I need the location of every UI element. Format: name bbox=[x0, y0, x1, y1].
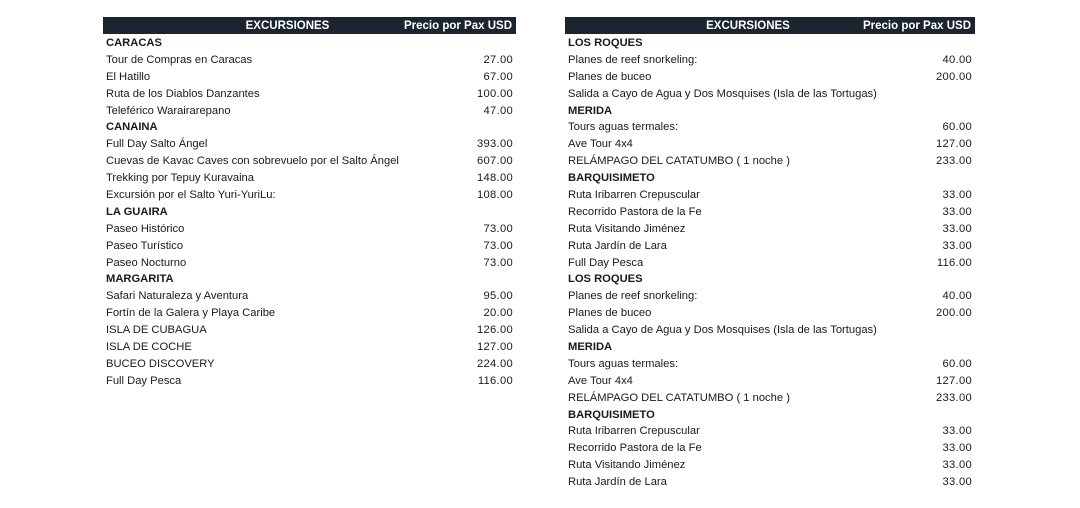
excursion-name: BUCEO DISCOVERY bbox=[106, 357, 215, 370]
excursion-price: 127.00 bbox=[935, 138, 972, 151]
section-heading-row bbox=[565, 170, 975, 187]
section-heading-row bbox=[103, 204, 516, 221]
excursion-name: Cuevas de Kavac Caves con sobrevuelo por el Salto Ángel bbox=[106, 155, 399, 168]
excursion-name: Planes de reef snorkeling: bbox=[568, 53, 698, 66]
section-title: LOS ROQUES bbox=[568, 273, 643, 286]
excursion-name: ISLA DE CUBAGUA bbox=[106, 324, 207, 337]
excursion-price: 108.00 bbox=[476, 189, 513, 202]
excursion-price: 40.00 bbox=[942, 290, 972, 303]
table-row bbox=[565, 255, 975, 272]
excursion-price: 393.00 bbox=[476, 138, 513, 151]
section-title: LA GUAIRA bbox=[106, 205, 168, 218]
excursion-price: 116.00 bbox=[936, 256, 972, 269]
column-header-excursions: EXCURSIONES bbox=[245, 19, 330, 32]
table-body bbox=[565, 35, 975, 491]
excursion-name: RELÁMPAGO DEL CATATUMBO ( 1 noche ) bbox=[568, 155, 790, 168]
excursion-name: Ruta Iribarren Crepuscular bbox=[568, 425, 700, 438]
excursion-price: 73.00 bbox=[483, 256, 513, 269]
excursion-price: 127.00 bbox=[476, 341, 513, 354]
section-title: MERIDA bbox=[568, 341, 613, 354]
table-row bbox=[565, 69, 975, 86]
section-heading-row bbox=[565, 103, 975, 120]
table-row bbox=[103, 187, 516, 204]
table-row bbox=[103, 153, 516, 170]
table-row bbox=[565, 86, 975, 103]
table-row bbox=[565, 474, 975, 491]
table-row bbox=[103, 322, 516, 339]
table-row bbox=[103, 103, 516, 120]
table-row bbox=[565, 153, 975, 170]
excursion-name: Ave Tour 4x4 bbox=[568, 138, 633, 151]
section-heading-row bbox=[103, 35, 516, 52]
excursion-price: 233.00 bbox=[935, 391, 972, 404]
section-title: CANAINA bbox=[106, 121, 158, 134]
excursion-name: Teleférico Warairarepano bbox=[106, 104, 231, 117]
excursion-price: 33.00 bbox=[942, 189, 972, 202]
table-row bbox=[103, 255, 516, 272]
section-heading-row bbox=[565, 407, 975, 424]
table-row bbox=[103, 288, 516, 305]
table-header bbox=[565, 17, 975, 34]
excursion-name: Ruta Visitando Jiménez bbox=[568, 459, 686, 472]
excursion-name: Paseo Nocturno bbox=[106, 256, 187, 269]
excursions-table-right bbox=[565, 17, 975, 491]
section-heading-row bbox=[565, 271, 975, 288]
excursion-price: 73.00 bbox=[483, 239, 513, 252]
excursion-price: 100.00 bbox=[476, 87, 513, 100]
table-row bbox=[565, 221, 975, 238]
excursion-name: Salida a Cayo de Agua y Dos Mosquises (Isla de las Tortugas) bbox=[568, 87, 877, 100]
table-body bbox=[103, 35, 516, 390]
table-row bbox=[565, 187, 975, 204]
table-header bbox=[103, 17, 516, 34]
excursion-name: Planes de reef snorkeling: bbox=[568, 290, 698, 303]
excursion-name: RELÁMPAGO DEL CATATUMBO ( 1 noche ) bbox=[568, 391, 790, 404]
excursion-name: Ruta Visitando Jiménez bbox=[568, 222, 686, 235]
excursion-price: 33.00 bbox=[942, 476, 972, 489]
excursion-price: 233.00 bbox=[935, 155, 972, 168]
excursion-name: Paseo Histórico bbox=[106, 222, 185, 235]
column-header-price: Precio por Pax USD bbox=[862, 19, 971, 32]
excursion-price: 33.00 bbox=[942, 239, 972, 252]
excursion-price: 607.00 bbox=[476, 155, 513, 168]
table-row bbox=[565, 373, 975, 390]
excursion-name: Ruta Iribarren Crepuscular bbox=[568, 189, 700, 202]
section-heading-row bbox=[103, 119, 516, 136]
excursion-name: Ruta Jardín de Lara bbox=[568, 239, 667, 252]
section-heading-row bbox=[565, 35, 975, 52]
excursion-price: 95.00 bbox=[483, 290, 513, 303]
table-row bbox=[103, 356, 516, 373]
excursion-price: 116.00 bbox=[477, 374, 513, 387]
section-title: BARQUISIMETO bbox=[568, 408, 655, 421]
excursion-price: 33.00 bbox=[942, 459, 972, 472]
excursion-price: 47.00 bbox=[483, 104, 513, 117]
table-row bbox=[103, 136, 516, 153]
excursion-name: Tours aguas termales: bbox=[568, 121, 679, 134]
table-row bbox=[565, 457, 975, 474]
section-title: LOS ROQUES bbox=[568, 37, 643, 49]
excursion-name: Recorrido Pastora de la Fe bbox=[568, 442, 702, 455]
excursion-name: Safari Naturaleza y Aventura bbox=[106, 290, 249, 303]
excursion-price: 33.00 bbox=[942, 222, 972, 235]
excursion-name: Excursión por el Salto Yuri-YuriLu: bbox=[106, 189, 276, 202]
table-row bbox=[103, 86, 516, 103]
section-title: MERIDA bbox=[568, 104, 613, 117]
excursion-price: 20.00 bbox=[483, 307, 513, 320]
excursion-price: 33.00 bbox=[942, 442, 972, 455]
excursion-price: 33.00 bbox=[942, 205, 972, 218]
excursion-name: Ave Tour 4x4 bbox=[568, 374, 633, 387]
table-row bbox=[565, 423, 975, 440]
excursion-price: 60.00 bbox=[942, 121, 972, 134]
excursion-name: Recorrido Pastora de la Fe bbox=[568, 205, 702, 218]
excursion-price: 33.00 bbox=[942, 425, 972, 438]
excursion-price: 126.00 bbox=[476, 324, 513, 337]
table-row bbox=[103, 339, 516, 356]
excursion-price: 67.00 bbox=[483, 70, 513, 83]
excursion-name: Planes de buceo bbox=[568, 307, 652, 320]
excursion-name: Tour de Compras en Caracas bbox=[106, 53, 253, 66]
table-row bbox=[103, 305, 516, 322]
excursion-name: Trekking por Tepuy Kuravaina bbox=[106, 172, 255, 185]
excursion-name: Tours aguas termales: bbox=[568, 357, 679, 370]
table-row bbox=[565, 119, 975, 136]
table-row bbox=[565, 288, 975, 305]
excursion-price: 60.00 bbox=[942, 357, 972, 370]
table-row bbox=[565, 322, 975, 339]
table-row bbox=[565, 356, 975, 373]
table-row bbox=[103, 69, 516, 86]
table-row bbox=[565, 440, 975, 457]
excursions-table-left bbox=[103, 17, 516, 390]
excursion-name: Paseo Turístico bbox=[106, 239, 184, 252]
table-row bbox=[103, 238, 516, 255]
column-header-price: Precio por Pax USD bbox=[403, 19, 512, 32]
excursion-name: Planes de buceo bbox=[568, 70, 652, 83]
section-title: BARQUISIMETO bbox=[568, 172, 655, 185]
table-row bbox=[565, 238, 975, 255]
table-row bbox=[565, 52, 975, 69]
excursion-name: Ruta Jardín de Lara bbox=[568, 476, 667, 489]
excursion-name: Full Day Salto Ángel bbox=[106, 138, 208, 151]
column-header-excursions: EXCURSIONES bbox=[706, 19, 790, 32]
section-heading-row bbox=[103, 271, 516, 288]
table-row bbox=[103, 52, 516, 69]
excursion-price: 73.00 bbox=[483, 222, 513, 235]
excursion-name: Ruta de los Diablos Danzantes bbox=[106, 87, 260, 100]
table-row bbox=[103, 221, 516, 238]
table-row bbox=[565, 136, 975, 153]
excursion-price: 200.00 bbox=[935, 307, 972, 320]
excursion-name: ISLA DE COCHE bbox=[106, 341, 192, 354]
excursion-price: 40.00 bbox=[942, 53, 972, 66]
excursion-price: 148.00 bbox=[476, 172, 513, 185]
section-heading-row bbox=[565, 339, 975, 356]
excursion-price: 224.00 bbox=[476, 357, 513, 370]
table-row bbox=[565, 305, 975, 322]
excursion-name: Salida a Cayo de Agua y Dos Mosquises (Isla de las Tortugas) bbox=[568, 324, 877, 337]
excursion-name: Fortín de la Galera y Playa Caribe bbox=[106, 307, 276, 320]
excursion-price: 27.00 bbox=[483, 53, 513, 66]
excursion-price: 127.00 bbox=[935, 374, 972, 387]
excursion-name: Full Day Pesca bbox=[106, 374, 182, 387]
table-row bbox=[103, 170, 516, 187]
section-title: CARACAS bbox=[106, 37, 162, 49]
table-row bbox=[565, 390, 975, 407]
table-row bbox=[103, 373, 516, 390]
table-row bbox=[565, 204, 975, 221]
excursion-name: Full Day Pesca bbox=[568, 256, 644, 269]
excursion-name: El Hatillo bbox=[106, 70, 151, 83]
excursion-price: 200.00 bbox=[935, 70, 972, 83]
section-title: MARGARITA bbox=[106, 273, 174, 286]
